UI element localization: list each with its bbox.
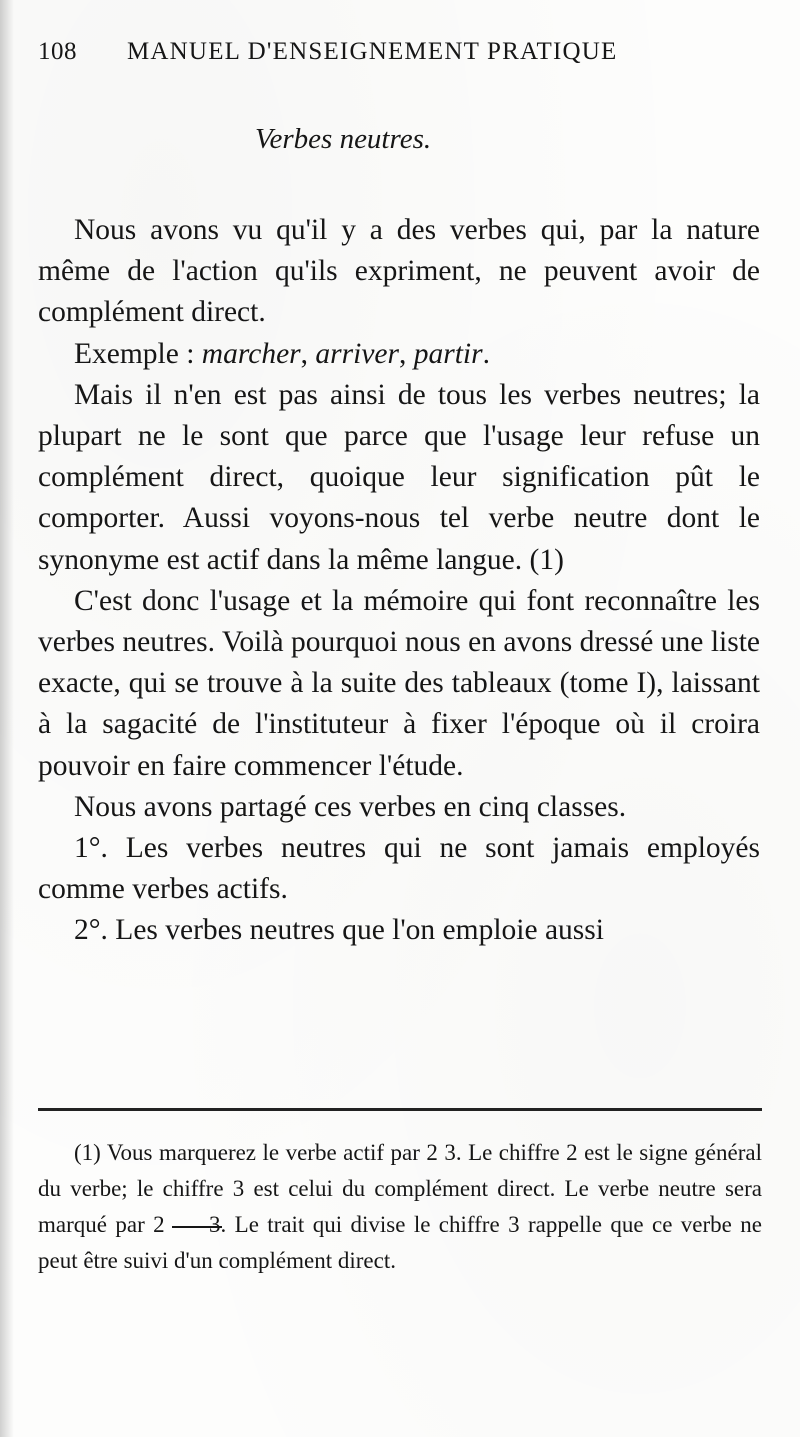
paragraph-3 — [38, 375, 760, 581]
paragraph-7: 2°. Les verbes neutres que l'on emploie aussi — [74, 914, 604, 947]
paragraph-2-examples — [38, 334, 760, 375]
examples-label: Exemple : — [74, 337, 202, 370]
example-separator-1: , — [300, 337, 316, 370]
paragraph-6: 1°. Les verbes neutres qui ne sont jamais employés comme verbes actifs. — [38, 832, 760, 906]
section-heading: Verbes neutres. — [255, 123, 432, 155]
running-head — [38, 38, 678, 78]
footnote-1-text-end: . Le trait qui divise le chiffre 3 rappelle que ce verbe ne peut être suivi d'un complément direct. — [38, 1212, 762, 1273]
footnote-1-text: (1) Vous marquerez le verbe actif par 2 3. Le chiffre 2 est le signe général du verbe; le chiffre 3 est celui du complément direct. Le verbe neutre sera marqué par 2 — [38, 1140, 762, 1237]
examples-period: . — [482, 337, 490, 370]
paragraph-3-text: Mais il n'en est pas ainsi de tous les verbes neutres; la plupart ne le sont que parce que l'usage leur refuse un complément direct, quoique leur signification pût le comporter. Aussi voyons-nous tel verbe neutre dont le synonyme est actif dans la même langue. — [38, 378, 760, 576]
page-number: 108 — [38, 38, 77, 65]
paragraph-1: Nous avons vu qu'il y a des verbes qui, par la nature même de l'action qu'ils expriment, ne peuvent avoir de complément direct. — [38, 214, 760, 329]
example-verb-3: partir — [413, 337, 483, 370]
footnote-reference: (1) — [529, 543, 564, 576]
paragraph-5: Nous avons partagé ces verbes en cinq classes. — [74, 790, 627, 823]
body-text — [38, 210, 760, 952]
binding-shadow — [0, 0, 14, 1437]
footnote-divider — [38, 1108, 762, 1111]
example-verb-1: marcher — [201, 337, 301, 370]
paragraph-4: C'est donc l'usage et la mémoire qui font reconnaître les verbes neutres. Voilà pourquoi nous en avons dressé une liste exacte, qui se trouve à la suite des tableaux (tome I), laissant à la sagacité de l'instituteur à fixer l'époque où il croira pouvoir en faire commencer l'étude. — [38, 584, 760, 782]
example-separator-2: , — [398, 337, 414, 370]
footnotes — [38, 1135, 762, 1279]
running-title: MANUEL D'ENSEIGNEMENT PRATIQUE — [127, 38, 618, 65]
struck-through-digit: 3 — [173, 1207, 221, 1243]
footnote-1 — [38, 1135, 762, 1279]
example-verb-2: arriver — [315, 337, 399, 370]
